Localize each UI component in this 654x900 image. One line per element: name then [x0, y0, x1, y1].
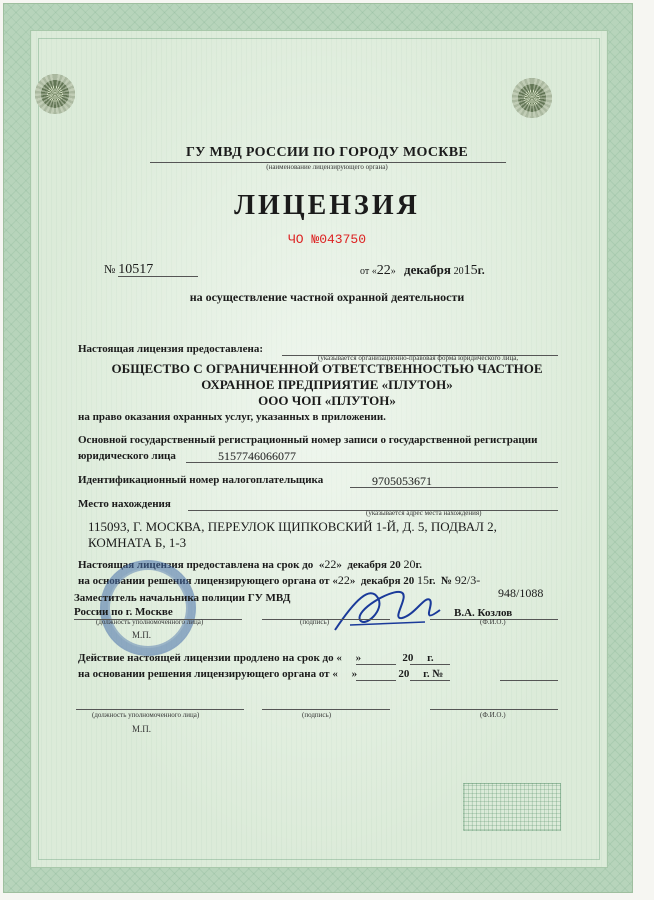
signer-name: В.А. Козлов — [454, 607, 513, 619]
footer-stamp-caption: М.П. — [132, 724, 152, 734]
authority-caption: (наименование лицензирующего органа) — [266, 163, 388, 171]
signature-caption: (подпись) — [300, 618, 330, 626]
address-line2: КОМНАТА Б, 1-3 — [88, 535, 187, 550]
license-purpose: на осуществление частной охранной деятельности — [189, 290, 465, 304]
decision-number-2: 948/1088 — [498, 586, 544, 600]
signer-position-2: России по г. Москве — [74, 606, 173, 618]
organization-short-name: ООО ЧОП «ПЛУТОН» — [258, 393, 396, 408]
license-date: от «22» декабря 2015г. — [360, 262, 485, 278]
organization-name-line1: ОБЩЕСТВО С ОГРАНИЧЕННОЙ ОТВЕТСТВЕННОСТЬЮ ЧАСТНОЕ — [111, 361, 543, 376]
signature-icon — [330, 580, 450, 640]
ogrn-label: Основной государственный регистрационный номер записи о государственной регистрации — [78, 434, 538, 446]
address-line1: 115093, Г. МОСКВА, ПЕРЕУЛОК ЩИПКОВСКИЙ 1-Й, Д. 5, ПОДВАЛ 2, — [88, 519, 497, 534]
licensing-authority: ГУ МВД РОССИИ ПО ГОРОДУ МОСКВЕ — [185, 145, 469, 160]
ogrn-label-2: юридического лица — [78, 450, 176, 462]
serial-number: ЧО №043750 — [287, 232, 366, 247]
footer-sign-caption: (подпись) — [302, 711, 332, 719]
security-pattern — [463, 783, 561, 831]
address-caption: (указывается адрес места нахождения) — [366, 509, 482, 517]
inn-value: 9705053671 — [372, 474, 432, 488]
rosette-left-icon — [35, 74, 75, 114]
inn-label: Идентификационный номер налогоплательщика — [78, 474, 324, 486]
term-line1: Настоящая лицензия предоставлена на срок до «22» декабря 20 20г. — [78, 557, 423, 571]
granted-right: на право оказания охранных услуг, указанных в приложении. — [78, 411, 386, 423]
extension-line1: Действие настоящей лицензии продлено на срок до « » 20 г. — [78, 652, 434, 664]
document-title: ЛИЦЕНЗИЯ — [234, 190, 420, 221]
signer-name-caption: (Ф.И.О.) — [480, 618, 506, 626]
footer-name-caption: (Ф.И.О.) — [480, 711, 506, 719]
address-label: Место нахождения — [78, 498, 171, 510]
organization-name-line2: ОХРАННОЕ ПРЕДПРИЯТИЕ «ПЛУТОН» — [201, 377, 453, 392]
footer-position-caption: (должность уполномоченного лица) — [92, 711, 200, 719]
ogrn-value: 5157746066077 — [218, 449, 296, 463]
granted-caption: (указывается организационно-правовая форма юридического лица, — [318, 354, 519, 362]
signer-position-1: Заместитель начальника полиции ГУ МВД — [74, 592, 291, 604]
rosette-right-icon — [512, 78, 552, 118]
extension-line2: на основании решения лицензирующего органа от « » 20 г. № — [78, 668, 444, 680]
license-number: № 10517 — [104, 262, 154, 277]
signer-position-caption: (должность уполномоченного лица) — [96, 618, 204, 626]
term-line2: на основании решения лицензирующего органа от «22» декабря 20 15г. № 92/3- — [78, 573, 481, 587]
stamp-caption: М.П. — [132, 630, 152, 640]
granted-label: Настоящая лицензия предоставлена: — [78, 343, 263, 355]
license-sheet — [4, 4, 632, 892]
